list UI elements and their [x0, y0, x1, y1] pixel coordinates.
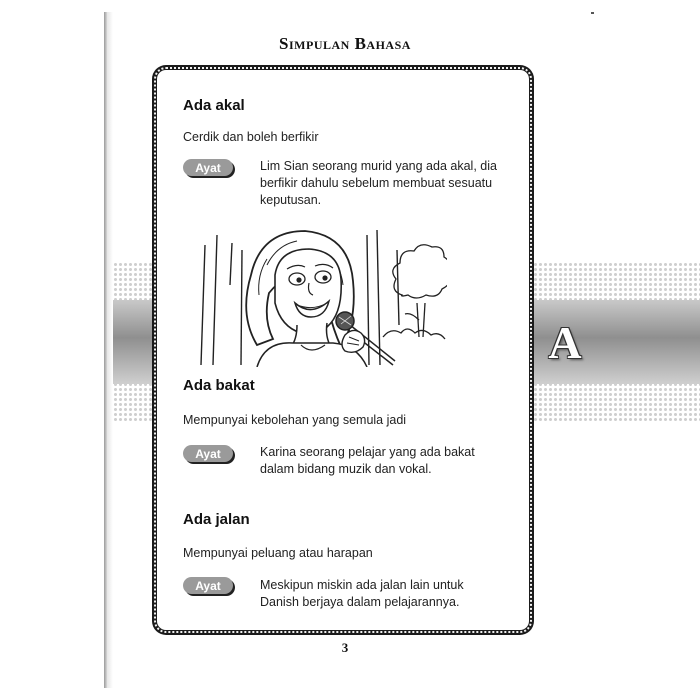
ayat-badge	[183, 159, 233, 176]
entry-heading-ada-bakat: Ada bakat	[183, 377, 255, 394]
content-frame	[152, 65, 534, 635]
ayat-badge-label: Ayat	[195, 578, 221, 593]
ayat-badge	[183, 445, 233, 462]
page-number: 3	[341, 640, 349, 655]
entry-meaning-ada-jalan: Mempunyai peluang atau harapan	[183, 546, 373, 560]
page-title: Simpulan Bahasa	[279, 34, 411, 53]
entry-sentence-ada-jalan: Meskipun miskin ada jalan lain untuk Danish berjaya dalam pelajarannya.	[260, 578, 464, 609]
entry-meaning-ada-akal: Cerdik dan boleh berfikir	[183, 130, 319, 144]
ayat-badge-label: Ayat	[195, 160, 221, 175]
corner-mark	[591, 12, 594, 14]
entry-meaning-ada-bakat: Mempunyai kebolehan yang semula jadi	[183, 413, 407, 427]
alphabet-tab	[532, 300, 598, 384]
entry-heading-ada-akal: Ada akal	[183, 97, 245, 114]
entry-sentence-ada-bakat: Karina seorang pelajar yang ada bakat dalam bidang muzik dan vokal.	[260, 445, 475, 476]
entry-sentence-ada-akal: Lim Sian seorang murid yang ada akal, dia berfikir dahulu sebelum membuat sesuatu keputusan.	[260, 159, 497, 207]
singer-with-microphone-illustration	[197, 225, 447, 367]
ayat-badge-label: Ayat	[195, 446, 221, 461]
ayat-badge	[183, 577, 233, 594]
alphabet-tab-letter: A	[548, 316, 582, 368]
content-area	[157, 70, 529, 630]
entry-heading-ada-jalan: Ada jalan	[183, 511, 250, 528]
